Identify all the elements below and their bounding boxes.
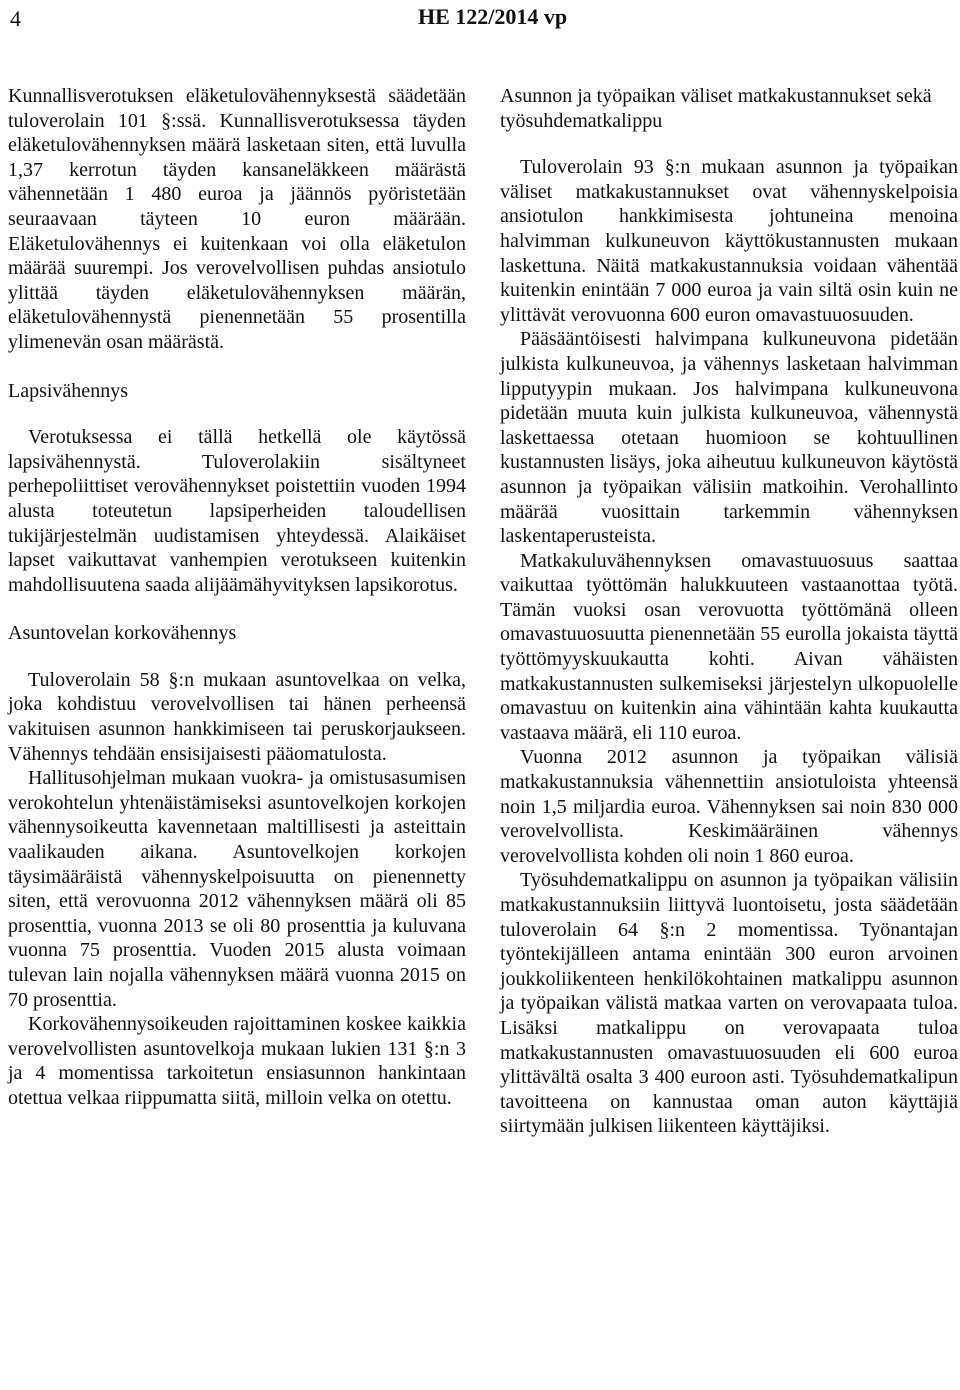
paragraph-korkovahennysoikeus: Korkovähennysoikeuden rajoittaminen koskee kaikkia verovelvollisten asuntovelkoja mukaan lukien 131 §:n 3 ja 4 momentissa tarkoitetun ensiasunnon hankintaan otettua velkaa riippumatta siitä, milloin velka on otettu.	[8, 1013, 466, 1109]
heading-matkakustannukset: Asunnon ja työpaikan väliset matkakustannukset sekä työsuhdematkalippu	[500, 85, 932, 132]
heading-asuntovelan-korkovahennys: Asuntovelan korkovähennys	[8, 622, 237, 645]
page-number: 4	[10, 6, 21, 31]
paragraph-asuntovelka-maaritelma: Tuloverolain 58 §:n mukaan asuntovelkaa on velka, joka kohdistuu verovelvollisen tai hänen perheensä vakituisen asunnon hankkimiseen tai peruskorjaukseen. Vähennys tehdään ensisijaisesti pääomatulosta.	[8, 668, 466, 765]
right-column	[500, 84, 958, 1139]
paragraph-matkakustannukset-vahennys: Tuloverolain 93 §:n mukaan asunnon ja työpaikan väliset matkakustannukset ovat vähennyskelpoisia ansiotulon hankkimisesta johtuneina menoina halvimman kulkuneuvon käyttökustannusten mukaan laskettuna. Näitä matkakustannuksia voidaan vähentää kuitenkin enintään 7 000 euroa ja vain siltä osin kuin ne ylittävät verovuonna 600 euron omavastuuosuuden.	[500, 156, 958, 326]
paragraph-omavastuuosuus: Matkakuluvähennyksen omavastuuosuus saattaa vaikuttaa työttömän halukkuuteen vastaanottaa työtä. Tämän vuoksi osan verovuotta työttömänä olleen omavastuuosuutta pienennetään 55 eurolla jokaista täyttä työttömyyskuukautta kohti. Aivan vähäisten matkakustannusten sulkemiseksi järjestelyn ulkopuolelle omavastuu on kuitenkin aina vähintään kahta kuukautta vastaava määrä, eli 110 euroa.	[500, 549, 958, 744]
document-id: HE 122/2014 vp	[418, 4, 568, 29]
paragraph-hallitusohjelma: Hallitusohjelman mukaan vuokra- ja omistusasumisen verokohtelun yhtenäistämiseksi asuntovelkojen korkojen vähennysoikeutta kavennetaan maltillisesti ja asteittain vaalikauden aikana. Asuntovelkojen korkojen täysimääräistä vähennyskelpoisuutta on pienennetty siten, että verovuonna 2012 vähennyksen määrä oli 85 prosenttia, vuonna 2013 se oli 80 prosenttia ja kuluvana vuonna 75 prosenttia. Vuoden 2015 alusta voimaan tulevan lain nojalla vähennyksen määrä vuonna 2015 on 70 prosenttia.	[8, 767, 466, 1011]
page-header	[0, 0, 960, 36]
paragraph-vuoden-2012-tilasto: Vuonna 2012 asunnon ja työpaikan välisiä matkakustannuksia vähennettiin ansiotuloista yhteensä noin 1,5 miljardia euroa. Vähennyksen sai noin 830 000 verovelvollista. Keskimääräinen vähennys verovelvollista kohden oli noin 1 860 euroa.	[500, 746, 958, 867]
paragraph-halvin-kulkuneuvo: Pääsääntöisesti halvimpana kulkuneuvona pidetään julkista kulkuneuvoa, ja vähennys lasketaan halvimman lipputyypin mukaan. Jos halvimpana kulkuneuvona pidetään muuta kuin julkista kulkuneuvoa, vähennystä laskettaessa otetaan huomioon se kohtuullinen kustannusten lisäys, joka aiheutuu kulkuneuvon käytöstä asunnon ja työpaikan välisiin matkoihin. Verohallinto määrää vuosittain tarkemmin vähennyksen laskentaperusteista.	[500, 328, 958, 548]
paragraph-elaketulovahennys: Kunnallisverotuksen eläketulovähennyksestä säädetään tuloverolain 101 §:ssä. Kunnallisverotuksessa täyden eläketulovähennyksen määrä lasketaan siten, että luvulla 1,37 kerrotun täyden kansaneläkkeen määrästä vähennetään 1 480 euroa ja jäännös pyöristetään seuraavaan täyteen 10 euron määrään. Eläketulovähennys ei kuitenkaan voi olla eläketulon määrää suurempi. Jos verovelvollisen puhdas ansiotulo ylittää täyden eläketulovähennyksen määrän, eläketulovähennystä pienennetään 55 prosentilla ylimenevän osan määrästä.	[8, 85, 466, 353]
paragraph-tyosuhdematkalippu: Työsuhdematkalippu on asunnon ja työpaikan välisiin matkakustannuksiin liittyvä luontoisetu, josta säädetään tuloverolain 64 §:n 2 momentissa. Työnantajan työntekijälleen antama enintään 300 euron arvoinen joukkoliikenteen henkilökohtainen matkalippu asunnon ja työpaikan välistä matkaa varten on verovapaata tuloa. Lisäksi matkalippu on verovapaata tuloa matkakustannusten omavastuuosuuden eli 600 euroa ylittävältä osalta 3 400 euroon asti. Työsuhdematkalipun tavoitteena on kannustaa oman auton käyttäjiä siirtymään julkisen liikenteen käyttäjiksi.	[500, 869, 958, 1138]
heading-lapsivahennys: Lapsivähennys	[8, 379, 128, 402]
left-column	[8, 84, 466, 1111]
paragraph-lapsivahennys: Verotuksessa ei tällä hetkellä ole käytössä lapsivähennystä. Tuloverolakiin sisältyneet perhepoliittiset verovähennykset poistettiin vuoden 1994 alusta toteutetun lapsiperheiden taloudellisen tukijärjestelmän uudistamisen yhteydessä. Alaikäiset lapset vaikuttavat vanhempien verotukseen kuitenkin mahdollisuutena saada alijäämähyvityksen lapsikorotus.	[8, 426, 466, 596]
